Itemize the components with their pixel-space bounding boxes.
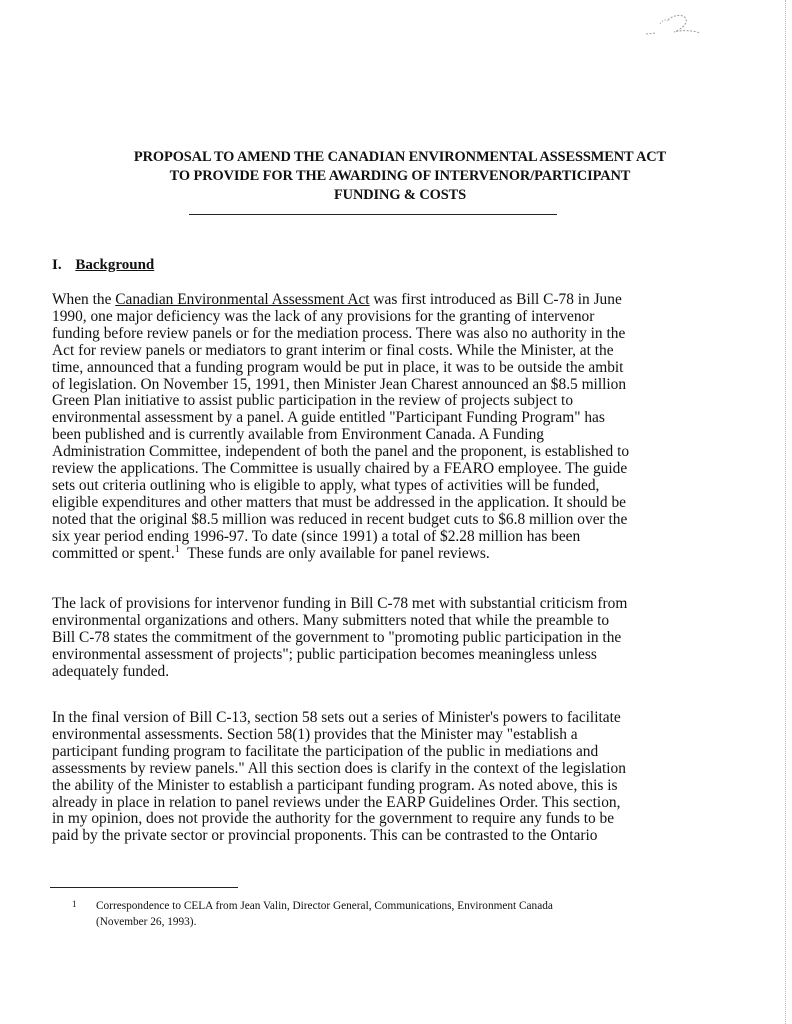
paragraph-line: Bill C-78 states the commitment of the government to "promoting public participation in the: [52, 628, 622, 646]
document-title: [60, 148, 740, 205]
paragraph-line: environmental organizations and others. Many submitters noted that while the preamble to: [52, 611, 610, 629]
paragraph-line: eligible expenditures and other matters that must be addressed in the application. It should be: [52, 493, 626, 511]
paragraph-line: in my opinion, does not provide the authority for the government to require any funds to be: [52, 810, 615, 828]
footnote-reference[interactable]: 1: [174, 543, 180, 555]
footnote-line: Correspondence to CELA from Jean Valin, Director General, Communications, Environment Canada: [96, 900, 553, 912]
text-run: These funds are only available for panel reviews.: [179, 544, 490, 562]
paragraph-line: been published and is currently available from Environment Canada. A Funding: [52, 426, 544, 444]
text-run: committed or spent.: [52, 544, 175, 562]
paragraph-line: environmental assessments. Section 58(1) provides that the Minister may "establish a: [52, 725, 578, 743]
paragraph-line: [52, 292, 752, 309]
paragraph-line: of legislation. On November 15, 1991, then Minister Jean Charest announced an $8.5 million: [52, 375, 627, 393]
handwritten-mark-icon: [640, 10, 710, 38]
paragraph-line: Administration Committee, independent of both the panel and the proponent, is established to: [52, 443, 630, 461]
paragraph-line: environmental assessment by a panel. A guide entitled "Participant Funding Program" has: [52, 409, 605, 427]
paragraph-line: adequately funded.: [52, 662, 170, 680]
section-number: I.: [52, 257, 62, 273]
paragraph-line: Green Plan initiative to assist public participation in the review of projects subject to: [52, 392, 574, 410]
section-title: Background: [75, 257, 155, 273]
footnote: [72, 899, 553, 930]
title-line-1: PROPOSAL TO AMEND THE CANADIAN ENVIRONMENTAL ASSESSMENT ACT: [133, 149, 667, 165]
text-run: was first introduced as Bill C-78 in June: [369, 291, 622, 308]
footnote-number: 1: [72, 899, 77, 909]
paragraph-line: already in place in relation to panel reviews under the EARP Guidelines Order. This section,: [52, 793, 621, 811]
paragraph-background-3: [52, 710, 752, 845]
act-title-reference: Canadian Environmental Assessment Act: [115, 291, 370, 308]
text-run: When the: [52, 291, 116, 308]
paragraph-line: environmental assessment of projects"; public participation becomes meaningless unless: [52, 645, 597, 663]
paragraph-line: funding before review panels or for the mediation process. There was also no authority in the: [52, 324, 626, 342]
footnote-divider: [50, 887, 238, 888]
paragraph-line: assessments by review panels." All this section does is clarify in the context of the legislation: [52, 759, 626, 777]
paragraph-background-2: [52, 596, 752, 681]
paragraph-line: In the final version of Bill C-13, section 58 sets out a series of Minister's powers to facilitate: [52, 709, 621, 726]
paragraph-line: time, announced that a funding program would be put in place, it was to be outside the ambit: [52, 358, 624, 376]
section-heading: [52, 256, 154, 274]
paragraph-line: noted that the original $8.5 million was reduced in recent budget cuts to $6.8 million over the: [52, 510, 628, 528]
paragraph-line: six year period ending 1996-97. To date (since 1991) a total of $2.28 million has been: [52, 527, 581, 545]
paragraph-line: 1990, one major deficiency was the lack of any provisions for the granting of intervenor: [52, 307, 595, 325]
paragraph-line: Act for review panels or mediators to grant interim or final costs. While the Minister, at the: [52, 341, 614, 359]
title-line-2: TO PROVIDE FOR THE AWARDING OF INTERVENOR/PARTICIPANT: [169, 168, 631, 184]
paragraph-line: sets out criteria outlining who is eligible to apply, what types of activities will be funded,: [52, 476, 600, 494]
paragraph-line: participant funding program to facilitate the participation of the public in mediations and: [52, 742, 599, 760]
paragraph-background-1: [52, 292, 752, 563]
footnote-line: (November 26, 1993).: [96, 915, 197, 928]
paragraph-line: [52, 543, 752, 563]
scan-edge-artifact: [785, 0, 786, 1024]
paragraph-line: the ability of the Minister to establish a participant funding program. As noted above, this is: [52, 776, 618, 794]
title-divider: [189, 214, 557, 215]
title-line-3: FUNDING & COSTS: [333, 187, 467, 203]
paragraph-line: review the applications. The Committee is usually chaired by a FEARO employee. The guide: [52, 460, 628, 478]
paragraph-line: paid by the private sector or provincial proponents. This can be contrasted to the Ontario: [52, 827, 598, 845]
paragraph-line: The lack of provisions for intervenor funding in Bill C-78 met with substantial criticism from: [52, 595, 628, 612]
